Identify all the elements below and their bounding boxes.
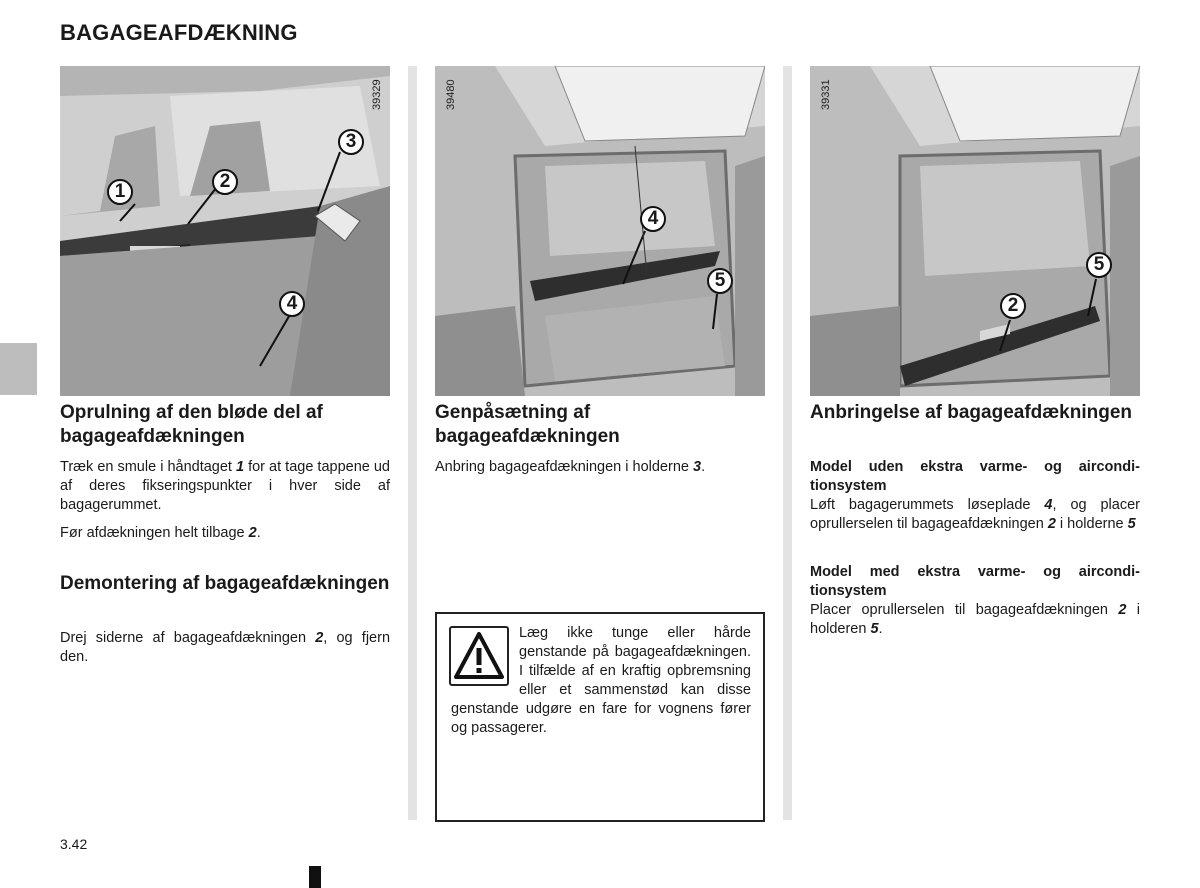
- figure-illustration: [810, 66, 1140, 396]
- figure-illustration: [60, 66, 390, 396]
- page-title: BAGAGEAFDÆKNING: [60, 20, 298, 45]
- figure-code: 39480: [445, 79, 457, 110]
- callout-3: 3: [338, 129, 364, 155]
- section-heading: Anbringelse af bagageafdækningen: [810, 402, 1132, 423]
- paragraph: Anbring bagageafdækningen i holderne 3.: [435, 459, 706, 475]
- warning-text: Læg ikke tunge eller hårde genstande på bagageafdækningen. I tilfælde af en kraftig opbremsning eller et sammenstød kan disse genstande udgøre en fare for vognens fører og passagerer.: [451, 625, 751, 736]
- callout-2: 2: [1000, 293, 1026, 319]
- callout-5: 5: [1086, 252, 1112, 278]
- figure-rear-seat-cover: [60, 66, 390, 396]
- callout-5: 5: [707, 268, 733, 294]
- section-heading: Demontering af bagageafdækningen: [60, 573, 390, 594]
- figure-boot-refit: [435, 66, 765, 396]
- paragraph: Før afdækningen helt tilbage 2.: [60, 525, 261, 541]
- column-divider: [783, 66, 792, 820]
- subheading: Model uden ekstra varme- og airconditionsystem: [810, 459, 1140, 494]
- figure-cover-placement: [810, 66, 1140, 396]
- callout-2: 2: [212, 169, 238, 195]
- subheading: Model med ekstra varme- og airconditionsystem: [810, 564, 1140, 599]
- page-number: 3.42: [60, 836, 88, 852]
- paragraph: Drej siderne af bagageafdækningen 2, og fjern den.: [60, 630, 391, 665]
- section-heading: Oprulning af den bløde del af bagageafdækningen: [60, 402, 323, 447]
- print-mark: [309, 866, 321, 888]
- figure-illustration: [435, 66, 765, 396]
- paragraph: Placer oprullerselen til bagageafdækningen 2 i holderen 5.: [810, 602, 1141, 637]
- section-tab-marker: [0, 343, 37, 395]
- section-heading: Genpåsætning af bagageafdækningen: [435, 402, 620, 447]
- paragraph: Træk en smule i håndtaget 1 for at tage tappene ud af deres fikseringspunkter i hver side af bagagerummet.: [60, 459, 390, 513]
- paragraph: Løft bagagerummets løseplade 4, og placer oprullerselen til bagageafdækningen 2 i holderne 5: [810, 497, 1140, 532]
- callout-4: 4: [279, 291, 305, 317]
- callout-1: 1: [107, 179, 133, 205]
- callout-4: 4: [640, 206, 666, 232]
- figure-code: 39331: [820, 79, 832, 110]
- figure-code: 39329: [371, 79, 383, 110]
- warning-box: [435, 612, 765, 822]
- column-divider: [408, 66, 417, 820]
